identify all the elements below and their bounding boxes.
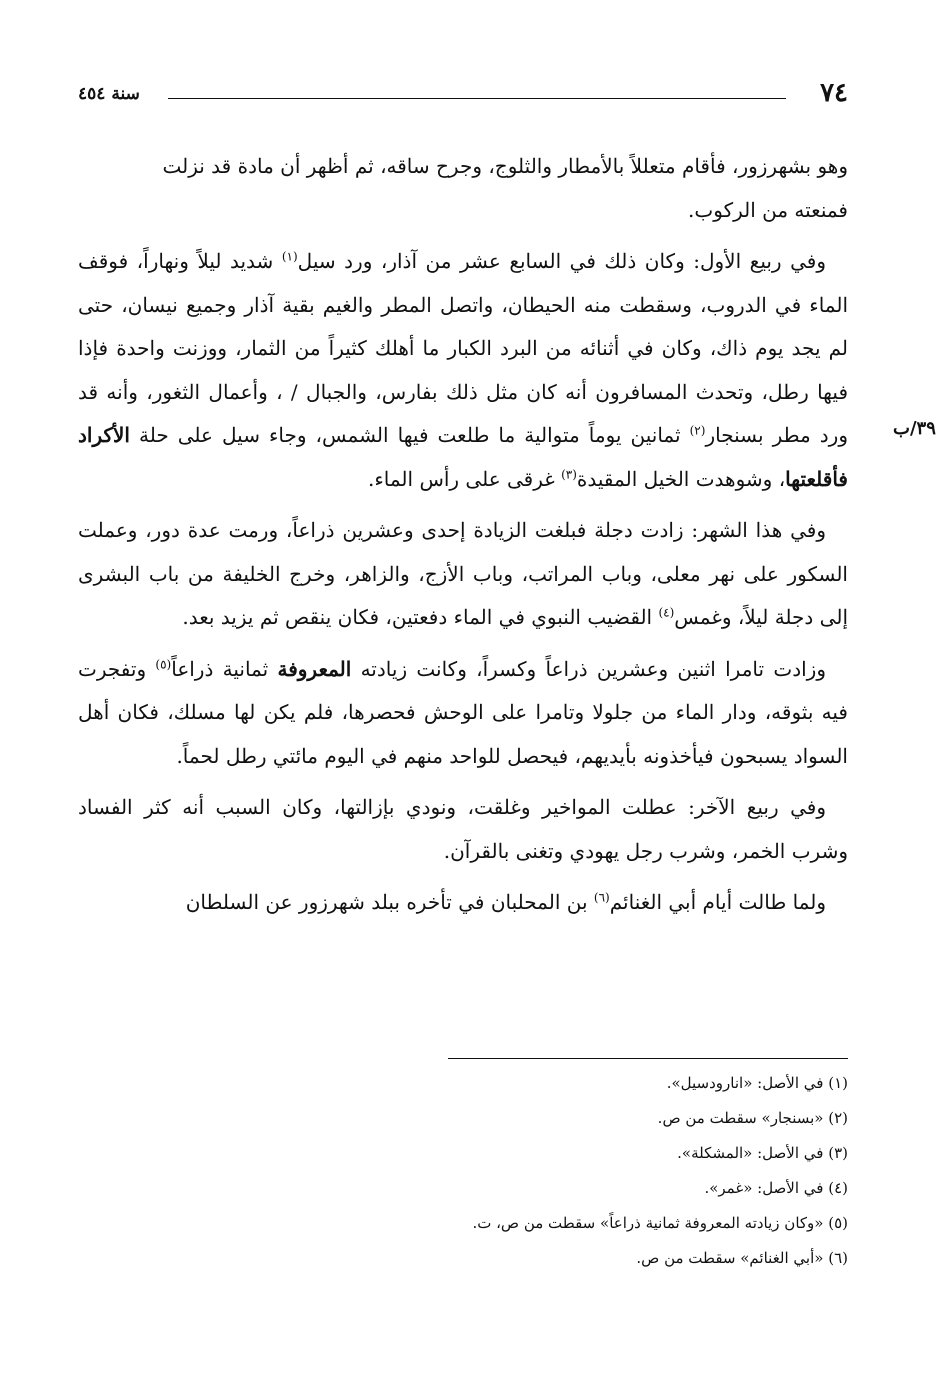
- footnote-separator: [448, 1058, 848, 1059]
- footnote-marker-1: (١): [281, 249, 298, 264]
- footnote-item: (١) في الأصل: «انارودسيل».: [666, 1074, 848, 1092]
- footnote-marker-3: (٣): [561, 466, 577, 481]
- paragraph-3: [78, 509, 848, 640]
- footnote-item: (٣) في الأصل: «المشكلة».: [677, 1144, 848, 1162]
- main-text: [78, 145, 848, 933]
- text-line: فمنعته من الركوب.: [688, 197, 848, 222]
- year-label: سنة ٤٥٤: [78, 84, 140, 104]
- bold-text-run: المعروفة: [277, 656, 352, 681]
- footnote-item: (٢) «بسنجار» سقطت من ص.: [657, 1109, 848, 1127]
- text-run: وفي ربيع الأول: وكان ذلك في السابع عشر من آذار، ورد سيل: [297, 249, 826, 273]
- text-run: غرقى على رأس الماء.: [368, 466, 562, 491]
- paragraph-2: [78, 240, 848, 501]
- footnote-item: (٤) في الأصل: «غمر».: [704, 1179, 848, 1197]
- text-run: وتفجرت فيه بثوقه، ودار الماء من جلولا وتامرا على الوحش فحصرها، فلم يكن لها مسلك، فكان أهل السواد يسبحون فيأخذونه بأيديهم، فيحصل للواحد منهم في اليوم مائتي رطل لحماً.: [78, 656, 848, 768]
- text-run: ثمانية ذراعاً: [171, 656, 278, 681]
- text-run: ولما طالت أيام أبي الغنائم: [609, 890, 826, 914]
- paragraph-5: [78, 786, 848, 873]
- footnotes: [288, 1066, 848, 1276]
- paragraph-4: [78, 648, 848, 779]
- footnote-marker-2: (٢): [689, 423, 706, 438]
- margin-folio-label: ٣٩/ب: [893, 418, 936, 439]
- bold-text-run: الأكراد فأقلعتها: [78, 423, 848, 491]
- paragraph-1: [78, 145, 848, 232]
- text-line: وهو بشهرزور، فأقام متعللاً بالأمطار والثلوج، وجرح ساقه، ثم أظهر أن مادة قد نزلت: [162, 154, 848, 178]
- text-run: بن المحلبان في تأخره ببلد شهرزور عن السلطان: [185, 890, 594, 914]
- footnote-item: (٥) «وكان زيادته المعروفة ثمانية ذراعاً» سقطت من ص، ت.: [472, 1214, 848, 1232]
- page-header: [78, 78, 848, 114]
- text-run: وفي ربيع الآخر: عطلت المواخير وغلقت، ونودي بإزالتها، وكان السبب أنه كثر الفساد وشرب الخمر، وشرب رجل يهودي وتغنى بالقرآن.: [78, 795, 848, 863]
- text-run: ثمانين يوماً متوالية ما طلعت فيها الشمس، وجاء سيل على حلة: [129, 423, 690, 447]
- paragraph-6: [78, 881, 848, 925]
- footnote-item: (٦) «أبي الغنائم» سقطت من ص.: [636, 1249, 848, 1267]
- text-run: شديد ليلاً ونهاراً، فوقف الماء في الدروب، وسقطت منه الحيطان، واتصل المطر والغيم بقية آذار وجميع نيسان، حتى لم يجد يوم ذاك، وكان في أثنائه من البرد الكبار ما أهلك كثيراً من الثمار، ووزنت واحدة فإذا فيها رطل، وتحدث المسافرون أنه كان مثل ذلك بفارس، والجبال / ، وأعمال الثغور، وأنه قد ورد مطر بسنجار: [78, 249, 848, 447]
- text-run: وزادت تامرا اثنين وعشرين ذراعاً وكسراً، وكانت زيادته: [351, 656, 826, 681]
- footnote-marker-6: (٦): [593, 890, 610, 905]
- page-number: ٧٤: [820, 78, 848, 108]
- text-run: ، وشوهدت الخيل المقيدة: [576, 466, 786, 491]
- footnote-marker-4: (٤): [658, 605, 675, 620]
- text-run: وفي هذا الشهر: زادت دجلة فبلغت الزيادة إحدى وعشرين ذراعاً، ورمت عدة دور، وعملت السكور على نهر معلى، وباب المراتب، وباب الأزج، والزاهر، وخرج الخليفة من باب البشرى إلى دجلة ليلاً، وغمس: [78, 518, 848, 629]
- footnote-marker-5: (٥): [155, 656, 172, 671]
- text-run: القضيب النبوي في الماء دفعتين، فكان ينقص ثم يزيد بعد.: [182, 605, 659, 629]
- header-rule: [168, 98, 786, 99]
